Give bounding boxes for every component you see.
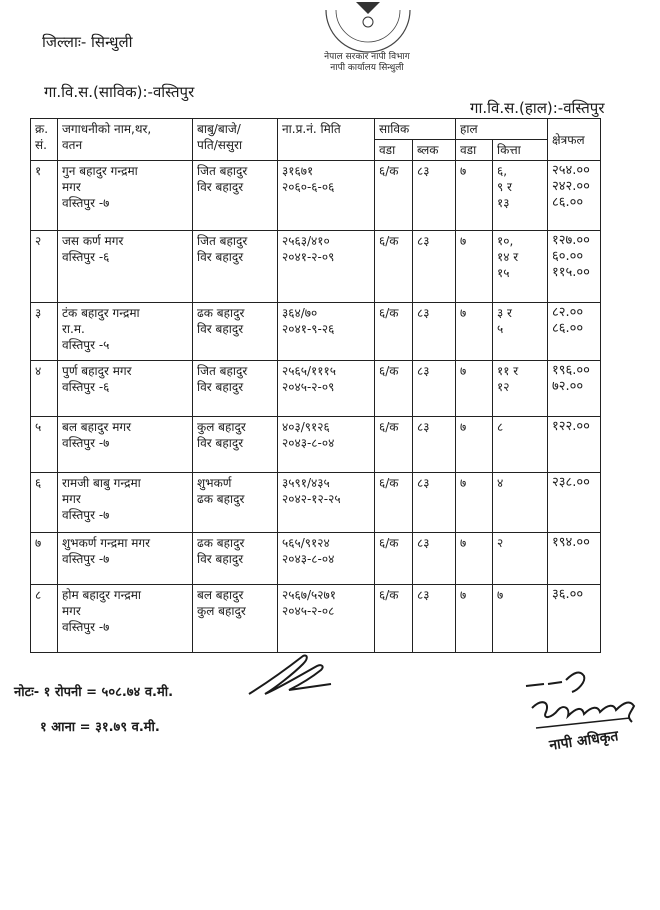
cell-block: ८३ — [413, 303, 456, 361]
cell-owner: होम बहादुर गन्द्रमा मगर वस्तिपुर -७ — [58, 585, 193, 653]
cell-ward-new: ७ — [456, 473, 493, 533]
table-row — [31, 473, 601, 533]
cell-sn: ३ — [31, 303, 58, 361]
header-current: हाल — [456, 119, 548, 140]
cell-sn: ४ — [31, 361, 58, 417]
cell-father: बल बहादुर कुल बहादुर — [193, 585, 278, 653]
cell-ward-new: ७ — [456, 303, 493, 361]
note-aana: १ आना = ३१.७९ व.मी. — [40, 720, 160, 735]
cell-ward-old: ६/क — [375, 361, 413, 417]
cell-citizenship: ५६५/९१२४ २०४३-८-०४ — [278, 533, 375, 585]
cell-area: २३८.०० — [548, 473, 601, 533]
cell-owner: जस कर्ण मगर वस्तिपुर -६ — [58, 231, 193, 303]
table-row — [31, 585, 601, 653]
table-row — [31, 231, 601, 303]
table-row — [31, 161, 601, 231]
cell-owner: टंक बहादुर गन्द्रमा रा.म. वस्तिपुर -५ — [58, 303, 193, 361]
cell-sn: ६ — [31, 473, 58, 533]
cell-parcel: ७ — [493, 585, 548, 653]
table-row — [31, 303, 601, 361]
header-ward-old: वडा — [375, 140, 413, 161]
cell-area: १२७.०० ६०.०० ११५.०० — [548, 231, 601, 303]
cell-area: २५४.०० २४२.०० ८६.०० — [548, 161, 601, 231]
cell-owner: रामजी बाबु गन्द्रमा मगर वस्तिपुर -७ — [58, 473, 193, 533]
land-records-table — [30, 118, 601, 653]
cell-ward-new: ७ — [456, 231, 493, 303]
cell-father: जित बहादुर विर बहादुर — [193, 361, 278, 417]
cell-parcel: ४ — [493, 473, 548, 533]
header-old: साविक — [375, 119, 456, 140]
cell-parcel: २ — [493, 533, 548, 585]
cell-parcel: ८ — [493, 417, 548, 473]
officer-title: नापी अधिकृत — [548, 728, 620, 754]
cell-block: ८३ — [413, 361, 456, 417]
district-label: जिल्लाः- सिन्धुली — [42, 33, 133, 51]
table-row — [31, 361, 601, 417]
cell-area: १२२.०० — [548, 417, 601, 473]
header-father: बाबु/बाजे/ पति/ससुरा — [193, 119, 278, 161]
cell-ward-new: ७ — [456, 533, 493, 585]
cell-father: जित बहादुर विर बहादुर — [193, 231, 278, 303]
cell-ward-old: ६/क — [375, 417, 413, 473]
cell-ward-new: ७ — [456, 161, 493, 231]
vdc-current-label: गा.वि.स.(हाल):-वस्तिपुर — [470, 99, 605, 117]
cell-ward-old: ६/क — [375, 303, 413, 361]
header-block: ब्लक — [413, 140, 456, 161]
cell-owner: बल बहादुर मगर वस्तिपुर -७ — [58, 417, 193, 473]
office-seal-text: नेपाल सरकार नापी विभाग नापी कार्यालय सिन्धुली — [324, 52, 410, 73]
cell-owner: शुभकर्ण गन्द्रमा मगर वस्तिपुर -७ — [58, 533, 193, 585]
cell-father: जित बहादुर विर बहादुर — [193, 161, 278, 231]
cell-citizenship: २५६५/१११५ २०४५-२-०९ — [278, 361, 375, 417]
cell-sn: ५ — [31, 417, 58, 473]
cell-block: ८३ — [413, 473, 456, 533]
cell-area: १९४.०० — [548, 533, 601, 585]
signature-icon — [245, 648, 335, 700]
cell-block: ८३ — [413, 585, 456, 653]
cell-block: ८३ — [413, 231, 456, 303]
header-ward-new: वडा — [456, 140, 493, 161]
cell-citizenship: २५६३/४१० २०४१-२-०९ — [278, 231, 375, 303]
table-row — [31, 533, 601, 585]
cell-parcel: १०, १४ र १५ — [493, 231, 548, 303]
header-citizenship: ना.प्र.नं. मिति — [278, 119, 375, 161]
cell-parcel: ११ र १२ — [493, 361, 548, 417]
cell-ward-old: ६/क — [375, 473, 413, 533]
table-row — [31, 417, 601, 473]
cell-citizenship: ४०३/९१२६ २०४३-८-०४ — [278, 417, 375, 473]
cell-ward-old: ६/क — [375, 161, 413, 231]
cell-parcel: ३ र ५ — [493, 303, 548, 361]
note-ropani: नोटः- १ रोपनी = ५०८.७४ व.मी. — [14, 685, 174, 700]
cell-area: ३६.०० — [548, 585, 601, 653]
header-area: क्षेत्रफल — [548, 119, 601, 161]
vdc-old-label: गा.वि.स.(साविक):-वस्तिपुर — [44, 83, 195, 101]
cell-father: ढक बहादुर विर बहादुर — [193, 533, 278, 585]
cell-ward-new: ७ — [456, 361, 493, 417]
cell-ward-old: ६/क — [375, 585, 413, 653]
cell-owner: गुन बहादुर गन्द्रमा मगर वस्तिपुर -७ — [58, 161, 193, 231]
header-parcel: कित्ता — [493, 140, 548, 161]
cell-ward-old: ६/क — [375, 231, 413, 303]
cell-parcel: ६, ९ र १३ — [493, 161, 548, 231]
officer-signature-icon — [522, 668, 640, 736]
cell-area: १९६.०० ७२.०० — [548, 361, 601, 417]
cell-block: ८३ — [413, 161, 456, 231]
cell-citizenship: ३५९१/४३५ २०४२-१२-२५ — [278, 473, 375, 533]
cell-ward-new: ७ — [456, 585, 493, 653]
cell-father: कुल बहादुर विर बहादुर — [193, 417, 278, 473]
cell-sn: ८ — [31, 585, 58, 653]
cell-block: ८३ — [413, 417, 456, 473]
cell-area: ८२.०० ८६.०० — [548, 303, 601, 361]
cell-sn: ७ — [31, 533, 58, 585]
cell-ward-new: ७ — [456, 417, 493, 473]
cell-citizenship: २५६७/५२७१ २०४५-२-०८ — [278, 585, 375, 653]
cell-father: ढक बहादुर विर बहादुर — [193, 303, 278, 361]
header-owner: जगाधनीको नाम,थर, वतन — [58, 119, 193, 161]
header-sn: क्र. सं. — [31, 119, 58, 161]
cell-citizenship: ३६४/७० २०४१-९-२६ — [278, 303, 375, 361]
table-header-row — [31, 119, 601, 140]
cell-father: शुभकर्ण ढक बहादुर — [193, 473, 278, 533]
cell-citizenship: ३१६७१ २०६०-६-०६ — [278, 161, 375, 231]
cell-sn: १ — [31, 161, 58, 231]
cell-owner: पुर्ण बहादुर मगर वस्तिपुर -६ — [58, 361, 193, 417]
cell-ward-old: ६/क — [375, 533, 413, 585]
cell-block: ८३ — [413, 533, 456, 585]
cell-sn: २ — [31, 231, 58, 303]
